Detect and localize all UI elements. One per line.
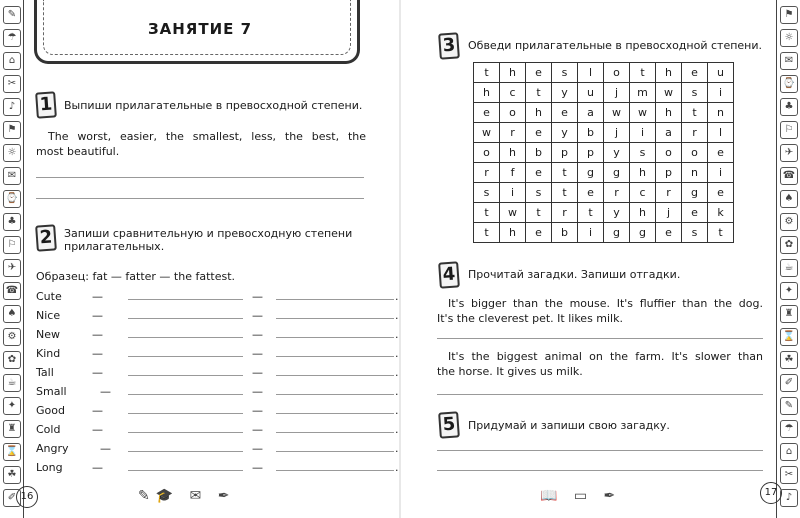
period: .: [395, 385, 399, 398]
grid-cell[interactable]: o: [682, 143, 708, 163]
dash: —: [252, 461, 263, 474]
superlative-answer-line[interactable]: [276, 375, 394, 376]
left-doodle-border: [0, 0, 24, 518]
grid-cell[interactable]: g: [604, 223, 630, 243]
doodle-icon: ✦: [3, 397, 21, 415]
grid-cell[interactable]: u: [578, 83, 604, 103]
grid-cell[interactable]: l: [708, 123, 734, 143]
riddle-2-line-2: the horse. It gives us milk.: [437, 365, 583, 378]
grid-cell[interactable]: j: [604, 123, 630, 143]
grid-cell[interactable]: h: [500, 223, 526, 243]
doodle-icon: ✦: [780, 282, 798, 300]
grid-row: [474, 223, 734, 243]
superlative-answer-line[interactable]: [276, 318, 394, 319]
doodle-icon: ☂: [3, 29, 21, 47]
grid-cell[interactable]: b: [552, 223, 578, 243]
doodle-icon: ⌂: [3, 52, 21, 70]
base-adjective: Nice: [36, 309, 61, 322]
doodle-icon: ♣: [3, 213, 21, 231]
grid-cell[interactable]: w: [630, 103, 656, 123]
riddle-1-line-1: It's bigger than the mouse. It's fluffier than the dog.: [448, 297, 763, 310]
word-form-row: [36, 422, 399, 439]
dash: —: [252, 290, 263, 303]
grid-cell[interactable]: s: [682, 223, 708, 243]
dash: —: [252, 366, 263, 379]
doodle-icon: ✉: [780, 52, 798, 70]
grid-cell[interactable]: o: [474, 143, 500, 163]
page-number-left: 16: [16, 486, 38, 508]
grid-cell[interactable]: e: [656, 223, 682, 243]
grid-cell[interactable]: h: [630, 163, 656, 183]
doodle-icon: ♣: [780, 98, 798, 116]
doodle-icon: ☼: [3, 144, 21, 162]
doodle-icon: ♜: [780, 305, 798, 323]
grid-cell[interactable]: t: [630, 63, 656, 83]
doodle-icon: ✈: [3, 259, 21, 277]
grid-cell[interactable]: s: [682, 83, 708, 103]
grid-cell[interactable]: j: [604, 83, 630, 103]
grid-cell[interactable]: t: [474, 63, 500, 83]
riddle-2-answer-line[interactable]: [437, 394, 763, 395]
base-adjective: Angry: [36, 442, 69, 455]
answer-line[interactable]: [36, 177, 364, 178]
superlative-answer-line[interactable]: [276, 432, 394, 433]
grid-cell[interactable]: y: [604, 203, 630, 223]
task-1-instruction: Выпиши прилагательные в превосходной степени.: [64, 99, 363, 112]
lesson-title-frame: [34, 0, 360, 64]
dash: —: [92, 347, 103, 360]
grid-cell[interactable]: a: [656, 123, 682, 143]
grid-row: [474, 123, 734, 143]
dash: —: [92, 423, 103, 436]
superlative-answer-line[interactable]: [276, 299, 394, 300]
task-2-instruction-line-2: прилагательных.: [64, 240, 165, 253]
grid-cell[interactable]: s: [552, 63, 578, 83]
grid-cell[interactable]: g: [630, 223, 656, 243]
dash: —: [252, 404, 263, 417]
grid-cell[interactable]: p: [552, 143, 578, 163]
period: .: [395, 423, 399, 436]
comparative-answer-line[interactable]: [128, 318, 243, 319]
grid-row: [474, 63, 734, 83]
doodle-icon: ☂: [780, 420, 798, 438]
grid-cell[interactable]: j: [656, 203, 682, 223]
grid-cell[interactable]: l: [578, 63, 604, 83]
grid-cell[interactable]: y: [604, 143, 630, 163]
grid-cell[interactable]: p: [656, 163, 682, 183]
doodle-icon: ☎: [780, 167, 798, 185]
grid-cell[interactable]: t: [526, 83, 552, 103]
doodle-icon: ☘: [780, 351, 798, 369]
comparative-answer-line[interactable]: [128, 299, 243, 300]
grid-cell[interactable]: o: [656, 143, 682, 163]
word-form-row: [36, 308, 399, 325]
doodle-icon: ✿: [780, 236, 798, 254]
comparative-answer-line[interactable]: [128, 432, 243, 433]
grid-cell[interactable]: b: [578, 123, 604, 143]
riddle-2-line-1: It's the biggest animal on the farm. It's slower than: [448, 350, 763, 363]
grid-cell[interactable]: t: [682, 103, 708, 123]
doodle-icon: ⚑: [3, 121, 21, 139]
grid-cell[interactable]: e: [682, 63, 708, 83]
grid-cell[interactable]: w: [656, 83, 682, 103]
word-form-row: [36, 403, 399, 420]
page-number-right: 17: [760, 482, 782, 504]
right-doodle-border: [776, 0, 800, 518]
grid-cell[interactable]: o: [500, 103, 526, 123]
period: .: [395, 290, 399, 303]
grid-cell[interactable]: t: [552, 183, 578, 203]
dash: —: [92, 290, 103, 303]
dash: —: [92, 309, 103, 322]
word-form-row: [36, 327, 399, 344]
doodle-icon: ⚙: [780, 213, 798, 231]
word-form-row: [36, 460, 399, 477]
comparative-answer-line[interactable]: [128, 470, 243, 471]
dash: —: [252, 347, 263, 360]
base-adjective: Kind: [36, 347, 61, 360]
doodle-icon: ♠: [3, 305, 21, 323]
superlative-answer-line[interactable]: [276, 413, 394, 414]
comparative-answer-line[interactable]: [128, 394, 243, 395]
grid-cell[interactable]: h: [656, 63, 682, 83]
base-adjective: New: [36, 328, 60, 341]
grid-cell[interactable]: e: [708, 183, 734, 203]
doodle-icon: ☘: [3, 466, 21, 484]
answer-line[interactable]: [437, 450, 763, 451]
pencils-graduation-cap-briefcase-pen-icon: ✎🎓 ✉ ✒: [138, 488, 236, 504]
doodle-icon: ♪: [3, 98, 21, 116]
riddle-1-line-2: It's the cleverest pet. It likes milk.: [437, 312, 623, 325]
grid-cell[interactable]: e: [526, 123, 552, 143]
grid-cell[interactable]: n: [708, 103, 734, 123]
grid-cell[interactable]: w: [474, 123, 500, 143]
doodle-icon: ⌛: [780, 328, 798, 346]
doodle-icon: ⚐: [3, 236, 21, 254]
superlative-answer-line[interactable]: [276, 394, 394, 395]
riddle-1-answer-line[interactable]: [437, 338, 763, 339]
doodle-icon: ♠: [780, 190, 798, 208]
superlative-answer-line[interactable]: [276, 356, 394, 357]
grid-cell[interactable]: t: [474, 223, 500, 243]
grid-cell[interactable]: y: [552, 123, 578, 143]
grid-cell[interactable]: t: [578, 203, 604, 223]
task-3-instruction: Обведи прилагательные в превосходной степени.: [468, 39, 763, 52]
base-adjective: Long: [36, 461, 63, 474]
task-2-instruction-line-1: Запиши сравнительную и превосходную степени: [64, 227, 353, 240]
doodle-icon: ⌂: [780, 443, 798, 461]
grid-cell[interactable]: n: [682, 163, 708, 183]
grid-cell[interactable]: i: [708, 163, 734, 183]
dash: —: [252, 423, 263, 436]
doodle-icon: ☕: [780, 259, 798, 277]
grid-row: [474, 143, 734, 163]
comparative-answer-line[interactable]: [128, 413, 243, 414]
grid-cell[interactable]: f: [500, 163, 526, 183]
task-1-number: 1: [35, 91, 57, 118]
superlative-answer-line[interactable]: [276, 470, 394, 471]
grid-cell[interactable]: e: [552, 103, 578, 123]
grid-cell[interactable]: t: [708, 223, 734, 243]
word-search-grid: [473, 62, 734, 243]
grid-cell[interactable]: e: [682, 203, 708, 223]
dash: —: [100, 442, 111, 455]
superlative-answer-line[interactable]: [276, 337, 394, 338]
word-form-row: [36, 365, 399, 382]
task-5-number: 5: [438, 411, 460, 438]
page-gutter: [399, 0, 401, 518]
period: .: [395, 461, 399, 474]
doodle-icon: ⌛: [3, 443, 21, 461]
base-adjective: Tall: [36, 366, 54, 379]
grid-cell[interactable]: t: [474, 203, 500, 223]
dash: —: [92, 461, 103, 474]
base-adjective: Small: [36, 385, 67, 398]
grid-cell[interactable]: i: [500, 183, 526, 203]
grid-cell[interactable]: r: [682, 123, 708, 143]
grid-cell[interactable]: m: [630, 83, 656, 103]
grid-cell[interactable]: r: [500, 123, 526, 143]
grid-row: [474, 163, 734, 183]
grid-row: [474, 203, 734, 223]
lesson-title: ЗАНЯТИЕ 7: [147, 20, 253, 38]
doodle-icon: ♜: [3, 420, 21, 438]
task-2-example: Образец: fat — fatter — the fattest.: [36, 270, 236, 283]
period: .: [395, 347, 399, 360]
comparative-answer-line[interactable]: [128, 375, 243, 376]
word-form-row: [36, 346, 399, 363]
doodle-icon: ✈: [780, 144, 798, 162]
grid-cell[interactable]: u: [708, 63, 734, 83]
grid-cell[interactable]: h: [500, 143, 526, 163]
grid-cell[interactable]: h: [474, 83, 500, 103]
dash: —: [252, 442, 263, 455]
grid-cell[interactable]: e: [526, 63, 552, 83]
doodle-icon: ✎: [780, 397, 798, 415]
grid-cell[interactable]: b: [526, 143, 552, 163]
grid-cell[interactable]: g: [604, 163, 630, 183]
base-adjective: Good: [36, 404, 65, 417]
dash: —: [252, 309, 263, 322]
doodle-icon: ✉: [3, 167, 21, 185]
grid-cell[interactable]: r: [552, 203, 578, 223]
grid-cell[interactable]: i: [708, 83, 734, 103]
doodle-icon: ✂: [3, 75, 21, 93]
grid-cell[interactable]: t: [526, 203, 552, 223]
task-3-number: 3: [438, 32, 460, 59]
grid-cell[interactable]: c: [630, 183, 656, 203]
period: .: [395, 328, 399, 341]
grid-cell[interactable]: r: [604, 183, 630, 203]
grid-cell[interactable]: e: [526, 223, 552, 243]
doodle-icon: ✂: [780, 466, 798, 484]
word-form-row: [36, 441, 399, 458]
grid-cell[interactable]: h: [526, 103, 552, 123]
doodle-icon: ✐: [3, 489, 21, 507]
grid-cell[interactable]: a: [578, 103, 604, 123]
base-adjective: Cute: [36, 290, 62, 303]
dash: —: [252, 328, 263, 341]
word-form-row: [36, 289, 399, 306]
comparative-answer-line[interactable]: [128, 337, 243, 338]
comparative-answer-line[interactable]: [128, 356, 243, 357]
grid-row: [474, 83, 734, 103]
doodle-icon: ⚐: [780, 121, 798, 139]
grid-cell[interactable]: y: [552, 83, 578, 103]
grid-cell[interactable]: i: [578, 223, 604, 243]
dash: —: [92, 404, 103, 417]
grid-cell[interactable]: e: [474, 103, 500, 123]
grid-cell[interactable]: w: [500, 203, 526, 223]
doodle-icon: ⚙: [3, 328, 21, 346]
doodle-icon: ⌚: [780, 75, 798, 93]
period: .: [395, 442, 399, 455]
period: .: [395, 366, 399, 379]
grid-row: [474, 103, 734, 123]
doodle-icon: ☼: [780, 29, 798, 47]
answer-line[interactable]: [437, 470, 763, 471]
doodle-icon: ☎: [3, 282, 21, 300]
base-adjective: Cold: [36, 423, 61, 436]
dash: —: [92, 366, 103, 379]
grid-cell[interactable]: w: [604, 103, 630, 123]
doodle-icon: ✐: [780, 374, 798, 392]
grid-cell[interactable]: t: [552, 163, 578, 183]
doodle-icon: ✎: [3, 6, 21, 24]
period: .: [395, 309, 399, 322]
grid-cell[interactable]: g: [578, 163, 604, 183]
period: .: [395, 404, 399, 417]
task-4-instruction: Прочитай загадки. Запиши отгадки.: [468, 268, 681, 281]
task-1-text-line-1: The worst, easier, the smallest, less, the best, the: [48, 130, 366, 143]
doodle-icon: ⌚: [3, 190, 21, 208]
book-laptop-pen-icon: 📖 ▭ ✒: [540, 488, 622, 504]
dash: —: [100, 385, 111, 398]
doodle-icon: ✿: [3, 351, 21, 369]
grid-cell[interactable]: r: [474, 163, 500, 183]
grid-cell[interactable]: h: [630, 203, 656, 223]
grid-cell[interactable]: o: [604, 63, 630, 83]
grid-cell[interactable]: c: [500, 83, 526, 103]
comparative-answer-line[interactable]: [128, 451, 243, 452]
dash: —: [92, 328, 103, 341]
word-form-row: [36, 384, 399, 401]
grid-cell[interactable]: k: [708, 203, 734, 223]
grid-cell[interactable]: s: [474, 183, 500, 203]
grid-cell[interactable]: g: [682, 183, 708, 203]
doodle-icon: ⚑: [780, 6, 798, 24]
grid-cell[interactable]: p: [578, 143, 604, 163]
task-4-number: 4: [438, 261, 460, 288]
superlative-answer-line[interactable]: [276, 451, 394, 452]
grid-cell[interactable]: s: [526, 183, 552, 203]
answer-line[interactable]: [36, 198, 364, 199]
grid-cell[interactable]: e: [708, 143, 734, 163]
grid-cell[interactable]: e: [526, 163, 552, 183]
doodle-icon: ♪: [780, 489, 798, 507]
grid-cell[interactable]: e: [578, 183, 604, 203]
grid-cell[interactable]: h: [500, 63, 526, 83]
grid-cell[interactable]: i: [630, 123, 656, 143]
task-1-text-line-2: most beautiful.: [36, 145, 120, 158]
task-5-instruction: Придумай и запиши свою загадку.: [468, 419, 670, 432]
grid-cell[interactable]: h: [656, 103, 682, 123]
grid-row: [474, 183, 734, 203]
grid-cell[interactable]: s: [630, 143, 656, 163]
grid-cell[interactable]: r: [656, 183, 682, 203]
doodle-icon: ☕: [3, 374, 21, 392]
task-2-number: 2: [35, 224, 57, 251]
dash: —: [252, 385, 263, 398]
